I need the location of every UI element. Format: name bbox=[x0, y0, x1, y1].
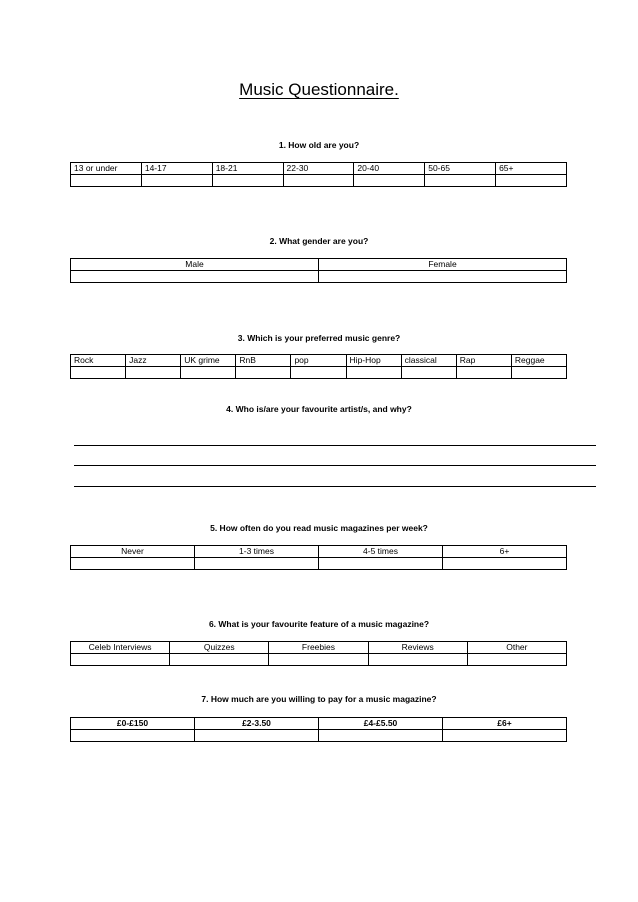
q5-answer-cell[interactable] bbox=[443, 558, 567, 570]
q7-option-4-5-50: £4-£5.50 bbox=[319, 718, 443, 730]
q5-option-never: Never bbox=[71, 546, 195, 558]
q3-answer-cell[interactable] bbox=[126, 367, 181, 379]
q6-option-celeb-interviews: Celeb Interviews bbox=[71, 642, 170, 654]
question-5-table bbox=[70, 545, 567, 570]
question-4-label: 4. Who is/are your favourite artist/s, and why? bbox=[226, 404, 412, 414]
q4-answer-line[interactable] bbox=[74, 465, 596, 466]
q2-option-female: Female bbox=[319, 259, 567, 271]
q3-answer-cell[interactable] bbox=[346, 367, 401, 379]
q6-option-reviews: Reviews bbox=[368, 642, 467, 654]
q5-answer-cell[interactable] bbox=[71, 558, 195, 570]
q1-answer-cell[interactable] bbox=[354, 175, 425, 187]
page-title: Music Questionnaire. bbox=[239, 80, 399, 99]
question-5-label: 5. How often do you read music magazines per week? bbox=[210, 523, 428, 533]
q3-answer-cell[interactable] bbox=[401, 367, 456, 379]
q3-option-classical: classical bbox=[401, 355, 456, 367]
q1-answer-cell[interactable] bbox=[425, 175, 496, 187]
question-1-table bbox=[70, 162, 567, 187]
q3-option-rap: Rap bbox=[456, 355, 511, 367]
q3-answer-cell[interactable] bbox=[236, 367, 291, 379]
q3-answer-cell[interactable] bbox=[291, 367, 346, 379]
q6-option-quizzes: Quizzes bbox=[170, 642, 269, 654]
q4-answer-line[interactable] bbox=[74, 445, 596, 446]
question-7-label: 7. How much are you willing to pay for a music magazine? bbox=[201, 694, 437, 704]
q3-option-uk-grime: UK grime bbox=[181, 355, 236, 367]
question-6-label: 6. What is your favourite feature of a music magazine? bbox=[208, 619, 430, 629]
q5-option-6-plus: 6+ bbox=[443, 546, 567, 558]
q3-answer-cell[interactable] bbox=[456, 367, 511, 379]
q7-answer-cell[interactable] bbox=[319, 730, 443, 742]
q3-option-reggae: Reggae bbox=[511, 355, 566, 367]
q5-answer-cell[interactable] bbox=[195, 558, 319, 570]
q6-option-other: Other bbox=[467, 642, 566, 654]
q3-option-pop: pop bbox=[291, 355, 346, 367]
q3-answer-cell[interactable] bbox=[71, 367, 126, 379]
question-3-label: 3. Which is your preferred music genre? bbox=[237, 333, 401, 343]
q7-answer-cell[interactable] bbox=[195, 730, 319, 742]
q1-answer-cell[interactable] bbox=[141, 175, 212, 187]
q1-option-50-65: 50-65 bbox=[425, 163, 496, 175]
q6-answer-cell[interactable] bbox=[269, 654, 368, 666]
q3-answer-cell[interactable] bbox=[511, 367, 566, 379]
q1-answer-cell[interactable] bbox=[212, 175, 283, 187]
q5-answer-cell[interactable] bbox=[319, 558, 443, 570]
q2-answer-cell[interactable] bbox=[71, 271, 319, 283]
question-6-table bbox=[70, 641, 567, 666]
q3-option-rnb: RnB bbox=[236, 355, 291, 367]
q1-option-13-or-under: 13 or under bbox=[71, 163, 142, 175]
question-7-table bbox=[70, 717, 567, 742]
q5-option-1-3-times: 1-3 times bbox=[195, 546, 319, 558]
q2-option-male: Male bbox=[71, 259, 319, 271]
q7-answer-cell[interactable] bbox=[71, 730, 195, 742]
q4-answer-line[interactable] bbox=[74, 486, 596, 487]
question-2-label: 2. What gender are you? bbox=[269, 236, 369, 246]
q6-answer-cell[interactable] bbox=[467, 654, 566, 666]
q2-answer-cell[interactable] bbox=[319, 271, 567, 283]
question-3-table bbox=[70, 354, 567, 379]
q1-answer-cell[interactable] bbox=[283, 175, 354, 187]
question-1-label: 1. How old are you? bbox=[278, 140, 360, 150]
q6-answer-cell[interactable] bbox=[71, 654, 170, 666]
q7-option-0-150: £0-£150 bbox=[71, 718, 195, 730]
q3-option-rock: Rock bbox=[71, 355, 126, 367]
q1-option-18-21: 18-21 bbox=[212, 163, 283, 175]
q7-option-6-plus: £6+ bbox=[443, 718, 567, 730]
q1-option-22-30: 22-30 bbox=[283, 163, 354, 175]
q3-answer-cell[interactable] bbox=[181, 367, 236, 379]
q7-answer-cell[interactable] bbox=[443, 730, 567, 742]
question-2-table bbox=[70, 258, 567, 283]
q5-option-4-5-times: 4-5 times bbox=[319, 546, 443, 558]
q1-option-20-40: 20-40 bbox=[354, 163, 425, 175]
q6-option-freebies: Freebies bbox=[269, 642, 368, 654]
q6-answer-cell[interactable] bbox=[170, 654, 269, 666]
q1-answer-cell[interactable] bbox=[71, 175, 142, 187]
q3-option-hip-hop: Hip-Hop bbox=[346, 355, 401, 367]
q6-answer-cell[interactable] bbox=[368, 654, 467, 666]
q1-answer-cell[interactable] bbox=[496, 175, 567, 187]
q3-option-jazz: Jazz bbox=[126, 355, 181, 367]
q1-option-65-plus: 65+ bbox=[496, 163, 567, 175]
q7-option-2-3-50: £2-3.50 bbox=[195, 718, 319, 730]
q1-option-14-17: 14-17 bbox=[141, 163, 212, 175]
